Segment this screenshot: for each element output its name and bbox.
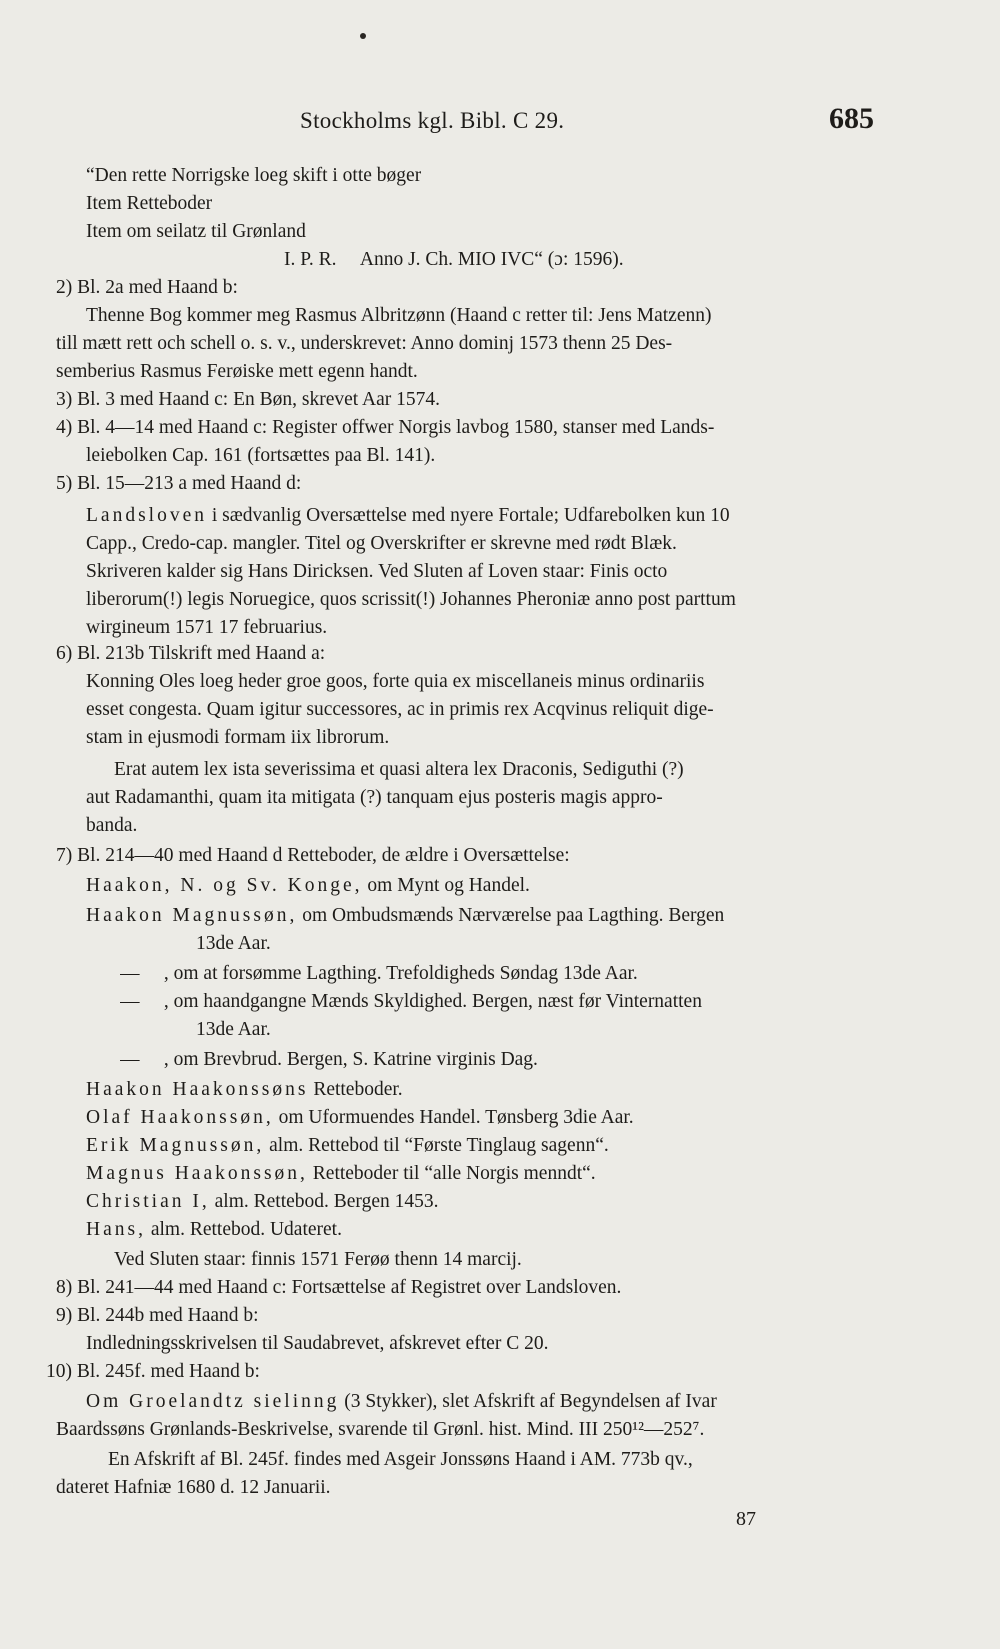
text-line: dateret Hafniæ 1680 d. 12 Januarii. [56, 1477, 331, 1498]
text-line: 5) Bl. 15—213 a med Haand d: [56, 473, 302, 494]
text-line [86, 1388, 717, 1416]
line-rest: alm. Rettebod. Bergen 1453. [214, 1191, 439, 1212]
text-line: 10) Bl. 245f. med Haand b: [46, 1361, 260, 1382]
text-line [86, 872, 530, 900]
text-line: 4) Bl. 4—14 med Haand c: Register offwer Norgis lavbog 1580, stanser med Lands- [56, 417, 715, 438]
text-line: 6) Bl. 213b Tilskrift med Haand a: [56, 643, 326, 664]
text-line: Konning Oles loeg heder groe goos, forte quia ex miscellaneis minus ordinariis [86, 671, 705, 692]
line-rest: om Mynt og Handel. [367, 875, 530, 896]
ink-speck [360, 33, 366, 39]
text-line [86, 1160, 596, 1188]
text-line: stam in ejusmodi formam iix librorum. [86, 727, 390, 748]
text-line: Ved Sluten staar: finnis 1571 Ferøø thenn 14 marcij. [114, 1249, 522, 1270]
text-line: — , om Brevbrud. Bergen, S. Katrine virginis Dag. [120, 1049, 538, 1070]
line-rest: alm. Rettebod til “Første Tinglaug sagenn“. [269, 1135, 609, 1156]
text-line: 13de Aar. [196, 933, 271, 954]
text-line [86, 502, 730, 530]
text-line: aut Radamanthi, quam ita mitigata (?) tanquam ejus posteris magis appro- [86, 787, 663, 808]
line-rest: alm. Rettebod. Udateret. [150, 1219, 342, 1240]
text-line: banda. [86, 815, 138, 836]
spaced-name: Haakon Magnussøn, [86, 905, 298, 926]
text-line: I. P. R. Anno J. Ch. MIO IVC“ (ɔ: 1596). [284, 249, 624, 270]
text-line: 8) Bl. 241—44 med Haand c: Fortsættelse af Registret over Landsloven. [56, 1277, 622, 1298]
text-line: — , om haandgangne Mænds Skyldighed. Bergen, næst før Vinternatten [120, 991, 702, 1012]
signature-mark: 87 [736, 1508, 756, 1530]
text-line: liberorum(!) legis Noruegice, quos scrissit(!) Johannes Pheroniæ anno post parttum [86, 589, 736, 610]
text-line: — , om at forsømme Lagthing. Trefoldigheds Søndag 13de Aar. [120, 963, 638, 984]
text-line: 2) Bl. 2a med Haand b: [56, 277, 238, 298]
line-rest: om Ombudsmænds Nærværelse paa Lagthing. Bergen [302, 905, 725, 926]
text-line [86, 1076, 403, 1104]
text-line [86, 1216, 342, 1244]
text-line: esset congesta. Quam igitur successores, ac in primis rex Acqvinus reliquit dige- [86, 699, 714, 720]
line-rest: Retteboder til “alle Norgis menndt“. [312, 1163, 596, 1184]
running-title: Stockholms kgl. Bibl. C 29. [300, 108, 565, 133]
text-line [86, 1188, 438, 1216]
spaced-name: Magnus Haakonssøn, [86, 1163, 308, 1184]
spaced-name: Haakon, N. og Sv. Konge, [86, 875, 363, 896]
spaced-name: Erik Magnussøn, [86, 1135, 265, 1156]
line-rest: om Uformuendes Handel. Tønsberg 3die Aar. [278, 1107, 634, 1128]
text-line: 9) Bl. 244b med Haand b: [56, 1305, 259, 1326]
text-line: En Afskrift af Bl. 245f. findes med Asgeir Jonssøns Haand i AM. 773b qv., [108, 1449, 693, 1470]
text-line: Item Retteboder [86, 193, 213, 214]
text-line: Skriveren kalder sig Hans Diricksen. Ved Sluten af Loven staar: Finis octo [86, 561, 668, 582]
text-line: 3) Bl. 3 med Haand c: En Bøn, skrevet Aar 1574. [56, 389, 440, 410]
text-line [86, 1104, 634, 1132]
text-line: till mætt rett och schell o. s. v., underskrevet: Anno dominj 1573 thenn 25 Des- [56, 333, 673, 354]
text-line: Baardssøns Grønlands-Beskrivelse, svarende til Grønl. hist. Mind. III 250¹²—252⁷. [56, 1419, 705, 1440]
text-line: “Den rette Norrigske loeg skift i otte bøger [86, 165, 422, 186]
text-line [86, 1132, 609, 1160]
text-line: semberius Rasmus Ferøiske mett egenn handt. [56, 361, 418, 382]
line-rest: i sædvanlig Oversættelse med nyere Fortale; Udfarebolken kun 10 [211, 505, 730, 526]
spaced-title: Landsloven [86, 505, 207, 526]
spaced-title: Om Groelandtz sielinng [86, 1391, 340, 1412]
text-line [86, 902, 724, 930]
page-header [0, 102, 1000, 142]
page-number: 685 [829, 102, 874, 135]
spaced-name: Olaf Haakonssøn, [86, 1107, 274, 1128]
line-rest: Retteboder. [313, 1079, 403, 1100]
text-line: 7) Bl. 214—40 med Haand d Retteboder, de ældre i Oversættelse: [56, 845, 570, 866]
text-line: 13de Aar. [196, 1019, 271, 1040]
text-line: wirgineum 1571 17 februarius. [86, 617, 328, 638]
text-line: Thenne Bog kommer meg Rasmus Albritzønn (Haand c retter til: Jens Matzenn) [86, 305, 712, 326]
line-rest: (3 Stykker), slet Afskrift af Begyndelsen af Ivar [344, 1391, 717, 1412]
text-line: Capp., Credo-cap. mangler. Titel og Overskrifter er skrevne med rødt Blæk. [86, 533, 677, 554]
spaced-name: Haakon Haakonssøns [86, 1079, 309, 1100]
text-line: Item om seilatz til Grønland [86, 221, 306, 242]
spaced-name: Hans, [86, 1219, 146, 1240]
spaced-name: Christian I, [86, 1191, 210, 1212]
text-line: leiebolken Cap. 161 (fortsættes paa Bl. 141). [86, 445, 436, 466]
text-line: Indledningsskrivelsen til Saudabrevet, afskrevet efter C 20. [86, 1333, 549, 1354]
text-line: Erat autem lex ista severissima et quasi altera lex Draconis, Sediguthi (?) [114, 759, 684, 780]
